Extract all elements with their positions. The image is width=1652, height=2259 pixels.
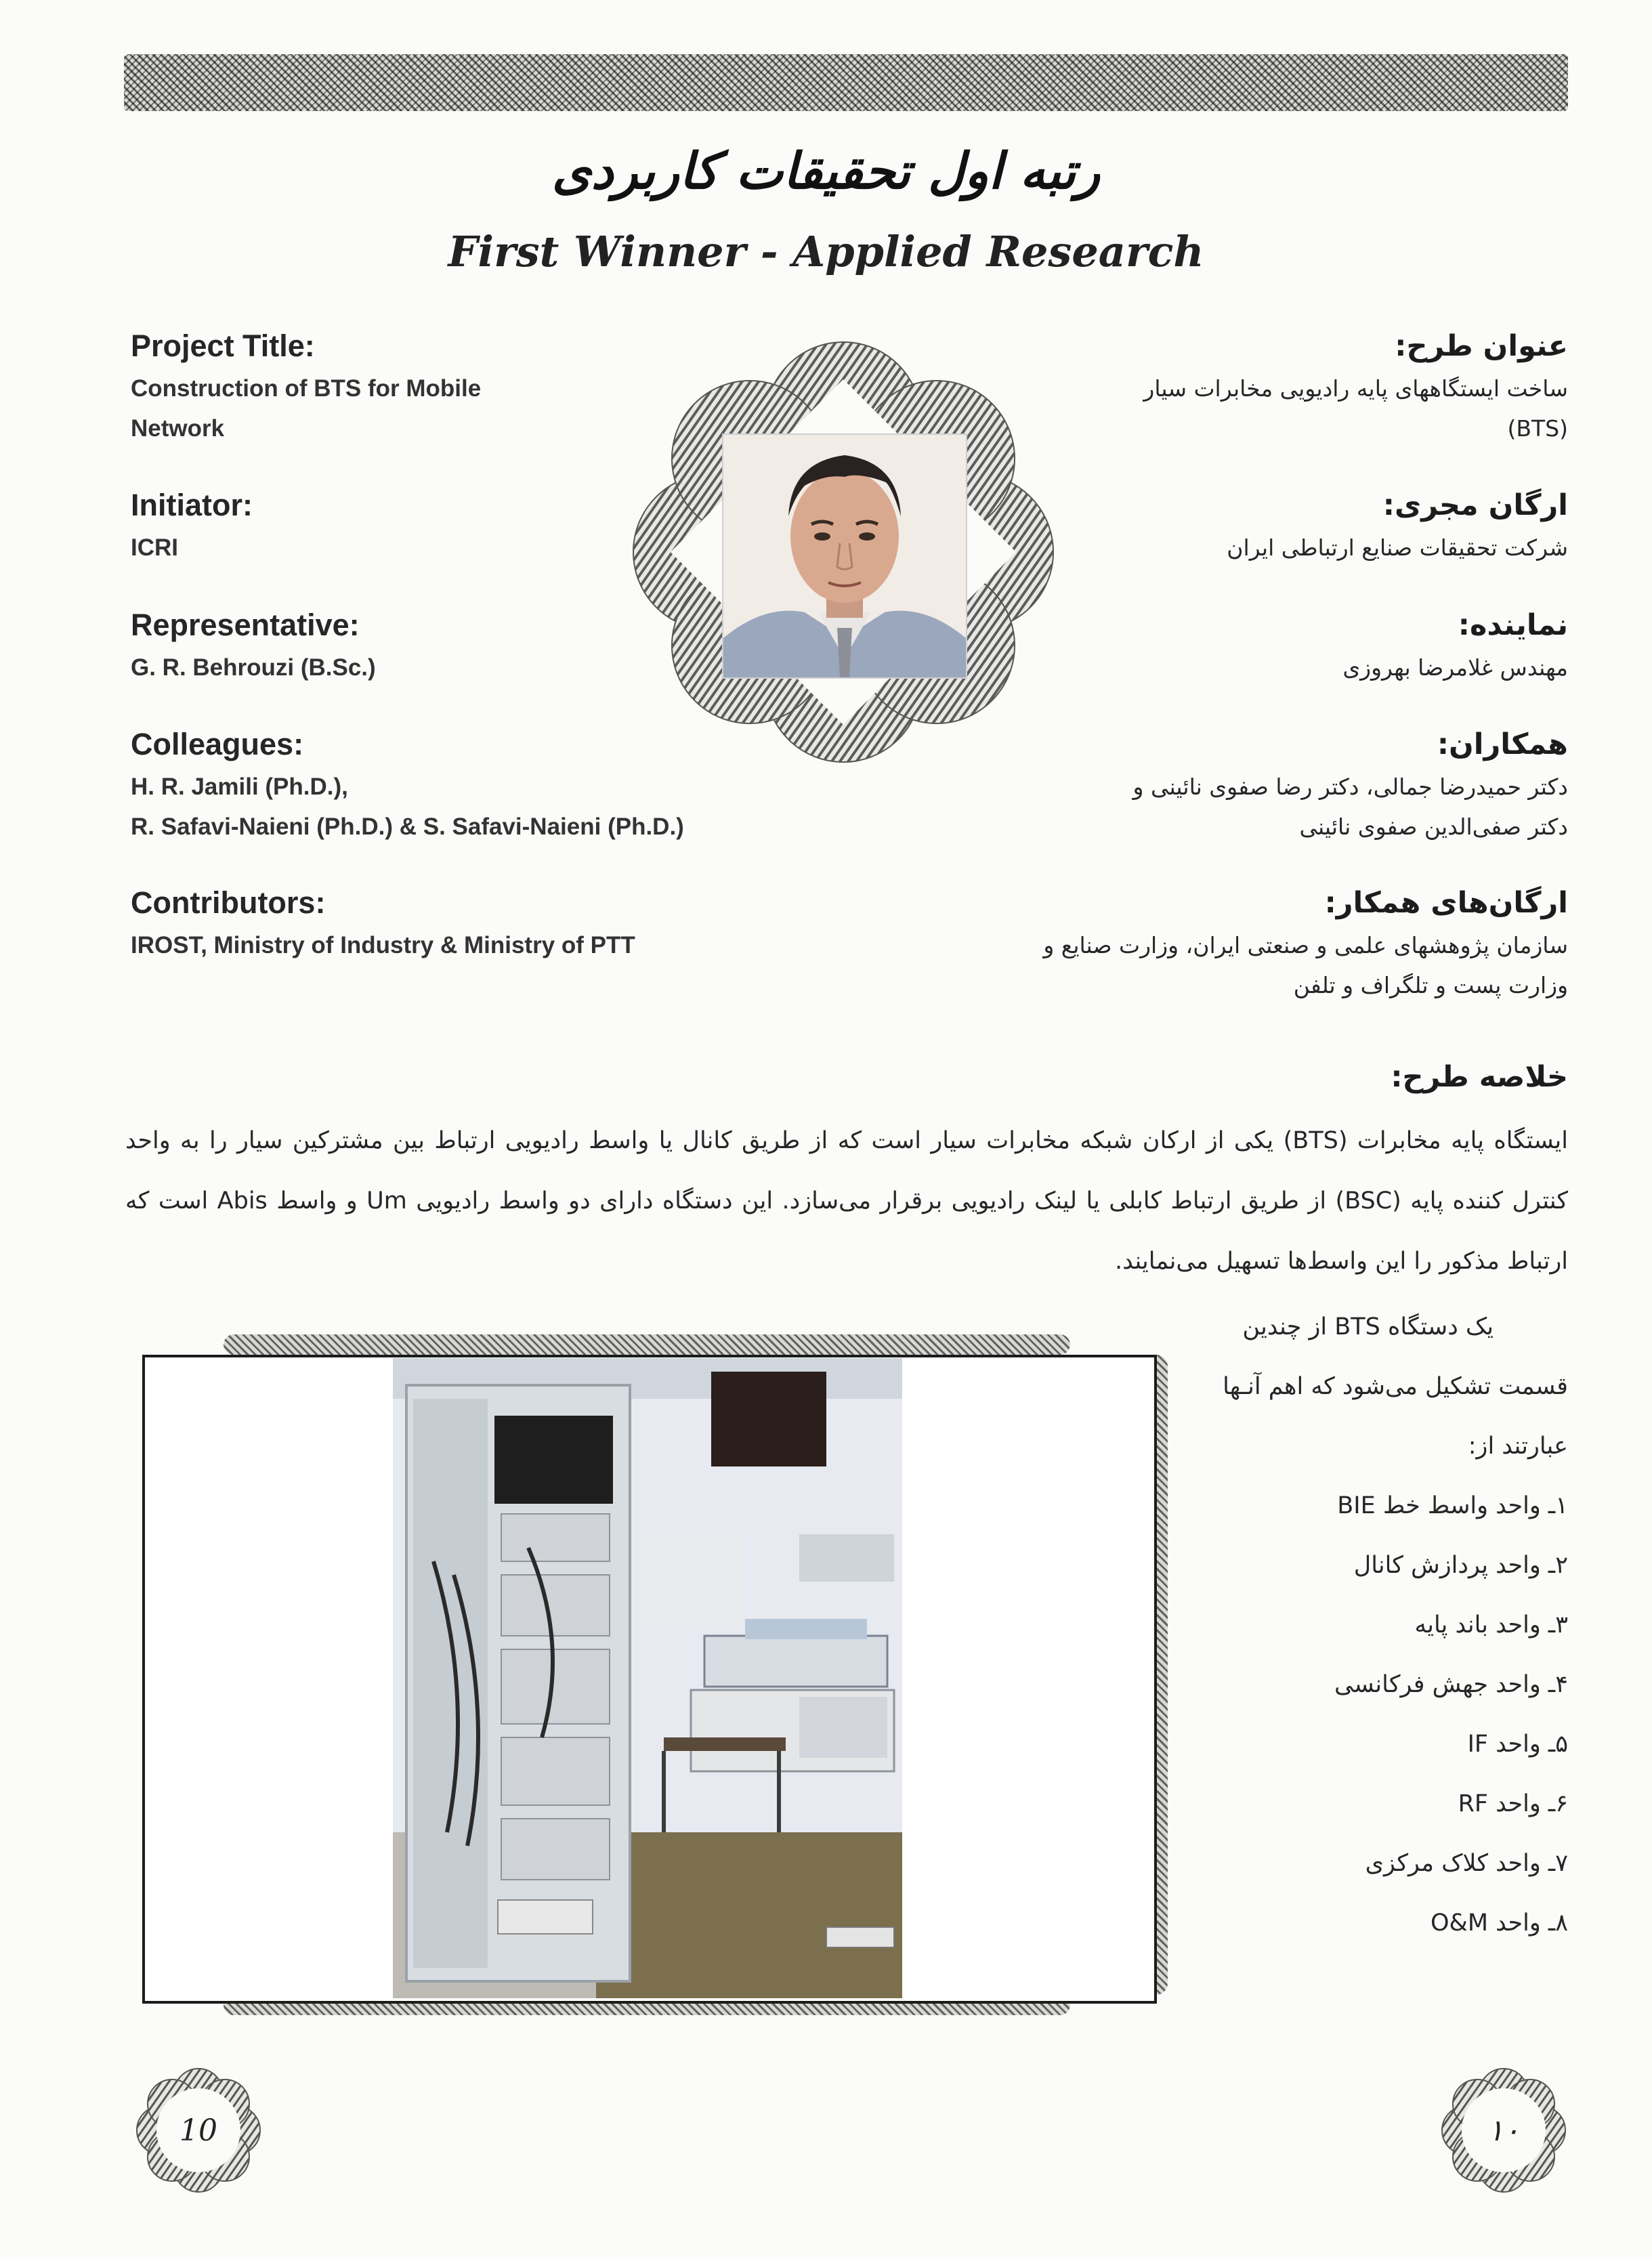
fa-project-title-line2: (BTS) bbox=[1507, 415, 1568, 442]
fa-contributors-line1: سازمان پژوهشهای علمی و صنعتی ایران، وزارت صنایع و bbox=[1043, 932, 1568, 958]
top-decorative-band bbox=[124, 54, 1568, 111]
fa-contributors-section bbox=[891, 881, 1568, 1005]
photo-top-border bbox=[224, 1334, 1070, 1355]
summary-paragraph: ایستگاه پایه مخابرات (BTS) یکی از ارکان شبکه مخابرات سیار است که از طریق کانال یا واسط رادیویی ارتباط بین مشترکین سیار را به واحد کنترل کننده پایه (BSC) از طریق ارتباط کابلی یا لینک رادیویی برقرار می‌سازد. این دستگاه دارای دو واسط رادیویی Um و واسط Abis است که ارتباط مذکور را این واسط‌ها تسهیل می‌نمایند. bbox=[125, 1127, 1568, 1275]
initiator-value: ICRI bbox=[131, 534, 178, 561]
page-title-english: First Winner - Applied Research bbox=[448, 227, 1204, 276]
portrait-photo bbox=[722, 434, 967, 679]
colleagues-line2: R. Safavi-Naieni (Ph.D.) & S. Safavi-Naieni (Ph.D.) bbox=[131, 814, 684, 840]
components-intro-line3: عبارتند از: bbox=[1468, 1433, 1568, 1460]
fa-colleagues-line2: دکتر صفی‌الدین صفوی نائینی bbox=[1299, 814, 1568, 840]
equipment-photo bbox=[393, 1358, 902, 1998]
colleagues-label: Colleagues: bbox=[131, 727, 304, 761]
project-title-line1: Construction of BTS for Mobile bbox=[131, 375, 482, 402]
list-item: ۱ـ واحد واسط خط BIE bbox=[1337, 1492, 1568, 1519]
page-number-badge-right bbox=[1439, 2066, 1568, 2195]
contributors-label: Contributors: bbox=[131, 885, 326, 920]
fa-contributors-label: ارگان‌های همکار: bbox=[1324, 886, 1568, 920]
page-number-left: 10 bbox=[179, 2113, 217, 2148]
list-item: ۶ـ واحد RF bbox=[1458, 1790, 1568, 1817]
components-intro-line1: یک دستگاه BTS از چندین bbox=[1242, 1313, 1494, 1340]
fa-representative-label: نماینده: bbox=[1458, 608, 1568, 642]
colleagues-line1: H. R. Jamili (Ph.D.), bbox=[131, 774, 348, 800]
initiator-label: Initiator: bbox=[131, 488, 253, 522]
fa-project-title-label: عنوان طرح: bbox=[1395, 329, 1568, 363]
list-item: ۴ـ واحد جهش فرکانسی bbox=[1334, 1671, 1568, 1698]
fa-colleagues-label: همکاران: bbox=[1437, 727, 1568, 761]
fa-initiator-label: ارگان مجری: bbox=[1382, 488, 1568, 522]
page-title-persian: رتبه اول تحقیقات کاربردی bbox=[551, 142, 1101, 200]
list-item: ۳ـ واحد باند پایه bbox=[1414, 1611, 1568, 1639]
fa-project-title-line1: ساخت ایستگاههای پایه رادیویی مخابرات سیار bbox=[1143, 375, 1568, 402]
fa-representative-value: مهندس غلامرضا بهروزی bbox=[1342, 654, 1568, 681]
representative-value: G. R. Behrouzi (B.Sc.) bbox=[131, 654, 376, 681]
portrait-image bbox=[723, 435, 966, 677]
representative-label: Representative: bbox=[131, 608, 360, 642]
project-title-line2: Network bbox=[131, 415, 225, 442]
components-list bbox=[1135, 1297, 1568, 1953]
components-intro-line2: قسمت تشکیل می‌شود که اهم آنـها bbox=[1223, 1373, 1568, 1400]
contributors-value: IROST, Ministry of Industry & Ministry of PTT bbox=[131, 932, 635, 958]
list-item: ۷ـ واحد کلاک مرکزی bbox=[1365, 1850, 1568, 1877]
fa-contributors-line2: وزارت پست و تلگراف و تلفن bbox=[1293, 972, 1568, 998]
bts-equipment-image bbox=[393, 1358, 902, 1998]
fa-initiator-value: شرکت تحقیقات صنایع ارتباطی ایران bbox=[1227, 534, 1568, 561]
list-item: ۲ـ واحد پردازش کانال bbox=[1353, 1552, 1568, 1579]
project-title-label: Project Title: bbox=[131, 329, 315, 363]
summary-label: خلاصه طرح: bbox=[1391, 1060, 1568, 1094]
list-item: ۵ـ واحد IF bbox=[1467, 1731, 1568, 1758]
page-number-right: ۱۰ bbox=[1487, 2113, 1520, 2148]
page-number-badge-left bbox=[134, 2066, 263, 2195]
list-item: ۸ـ واحد O&M bbox=[1431, 1909, 1568, 1937]
fa-colleagues-line1: دکتر حمیدرضا جمالی، دکتر رضا صفوی نائینی و bbox=[1132, 774, 1568, 800]
contributors-section bbox=[131, 881, 876, 965]
